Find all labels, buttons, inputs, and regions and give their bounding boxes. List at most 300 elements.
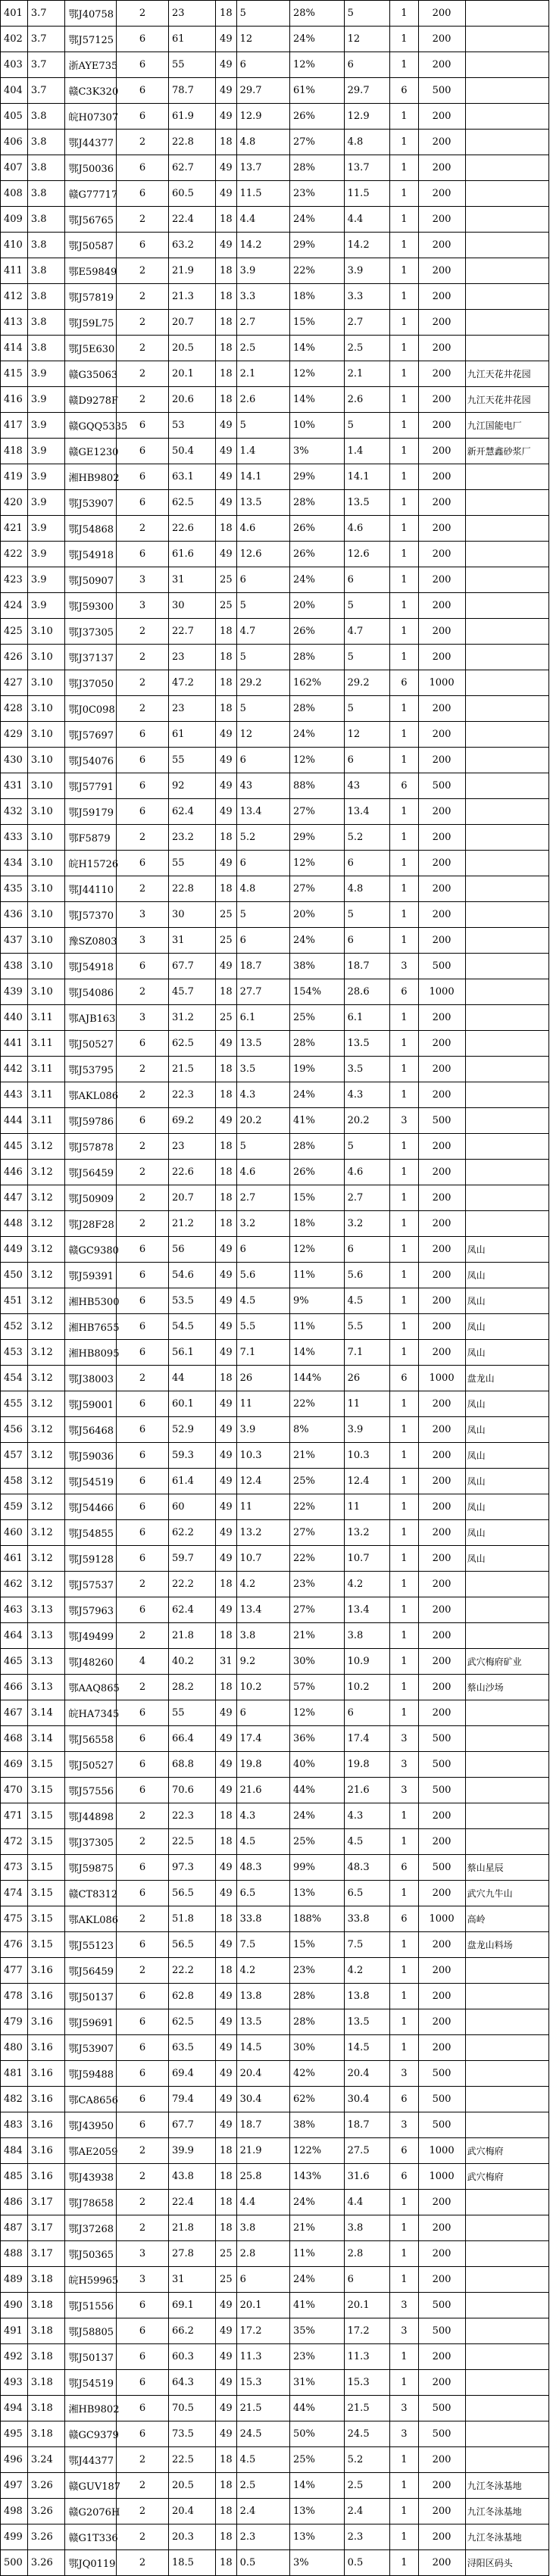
weight-limit-cell: 18 — [216, 696, 237, 722]
table-row — [1, 310, 549, 336]
fine-cell: 200 — [418, 876, 465, 902]
weight-limit-cell: 18 — [216, 2138, 237, 2164]
plate-cell: 鄂J57125 — [65, 27, 117, 52]
assessed-overload-cell: 3.3 — [344, 284, 390, 310]
penalty-points-cell: 1 — [390, 2524, 418, 2550]
source-note-cell — [465, 1082, 548, 1108]
source-note-cell — [465, 1108, 548, 1134]
overload-cell: 10.2 — [236, 1675, 289, 1700]
table-row — [1, 1263, 549, 1288]
axle-count-cell: 6 — [117, 1391, 169, 1417]
assessed-overload-cell: 12.6 — [344, 542, 390, 567]
gross-weight-cell: 20.3 — [168, 2524, 215, 2550]
overload-rate-cell: 50% — [289, 2421, 344, 2447]
row-number-cell: 467 — [1, 1700, 28, 1726]
source-note-cell — [465, 2061, 548, 2087]
gross-weight-cell: 43.8 — [168, 2164, 215, 2190]
axle-count-cell: 6 — [117, 1237, 169, 1263]
weight-limit-cell: 18 — [216, 670, 237, 696]
date-cell: 3.18 — [27, 2370, 65, 2396]
table-row — [1, 1108, 549, 1134]
source-note-cell: 凤山 — [465, 1494, 548, 1520]
table-row — [1, 52, 549, 78]
fine-cell: 500 — [418, 1778, 465, 1803]
overload-rate-cell: 44% — [289, 2396, 344, 2421]
row-number-cell: 441 — [1, 1031, 28, 1057]
overload-cell: 10.7 — [236, 1546, 289, 1572]
assessed-overload-cell: 3.2 — [344, 1211, 390, 1237]
assessed-overload-cell: 6 — [344, 1237, 390, 1263]
date-cell: 3.12 — [27, 1443, 65, 1469]
row-number-cell: 496 — [1, 2447, 28, 2473]
gross-weight-cell: 56 — [168, 1237, 215, 1263]
axle-count-cell: 2 — [117, 387, 169, 413]
penalty-points-cell: 1 — [390, 1057, 418, 1082]
axle-count-cell: 6 — [117, 155, 169, 181]
weight-limit-cell: 25 — [216, 1005, 237, 1031]
fine-cell: 200 — [418, 799, 465, 825]
date-cell: 3.12 — [27, 1520, 65, 1546]
gross-weight-cell: 22.3 — [168, 1082, 215, 1108]
row-number-cell: 481 — [1, 2061, 28, 2087]
row-number-cell: 456 — [1, 1417, 28, 1443]
assessed-overload-cell: 2.4 — [344, 2499, 390, 2524]
axle-count-cell: 6 — [117, 2087, 169, 2112]
overload-cell: 3.5 — [236, 1057, 289, 1082]
table-row — [1, 336, 549, 361]
plate-cell: 鄂J37268 — [65, 2215, 117, 2241]
gross-weight-cell: 69.1 — [168, 2293, 215, 2318]
gross-weight-cell: 56.5 — [168, 1881, 215, 1906]
gross-weight-cell: 59.7 — [168, 1546, 215, 1572]
row-number-cell: 418 — [1, 439, 28, 464]
row-number-cell: 451 — [1, 1288, 28, 1314]
overload-rate-cell: 15% — [289, 310, 344, 336]
fine-cell: 200 — [418, 361, 465, 387]
fine-cell: 200 — [418, 2241, 465, 2267]
overload-cell: 5 — [236, 696, 289, 722]
date-cell: 3.15 — [27, 1778, 65, 1803]
axle-count-cell: 6 — [117, 1031, 169, 1057]
overload-rate-cell: 20% — [289, 902, 344, 928]
overload-cell: 5 — [236, 902, 289, 928]
overload-rate-cell: 15% — [289, 1932, 344, 1958]
gross-weight-cell: 31 — [168, 928, 215, 954]
plate-cell: 浙AYE735 — [65, 52, 117, 78]
plate-cell: 鄂J38003 — [65, 1366, 117, 1391]
weight-limit-cell: 18 — [216, 1366, 237, 1391]
overload-rate-cell: 8% — [289, 1417, 344, 1443]
overload-cell: 14.5 — [236, 2035, 289, 2061]
axle-count-cell: 6 — [117, 1726, 169, 1752]
row-number-cell: 466 — [1, 1675, 28, 1700]
date-cell: 3.9 — [27, 439, 65, 464]
table-row — [1, 1134, 549, 1160]
source-note-cell — [465, 1726, 548, 1752]
overload-cell: 3.9 — [236, 258, 289, 284]
source-note-cell — [465, 258, 548, 284]
assessed-overload-cell: 6 — [344, 1700, 390, 1726]
axle-count-cell: 2 — [117, 1572, 169, 1597]
penalty-points-cell: 1 — [390, 1, 418, 27]
source-note-cell: 凤山 — [465, 1469, 548, 1494]
axle-count-cell: 2 — [117, 825, 169, 851]
source-note-cell — [465, 619, 548, 645]
plate-cell: 鄂J59488 — [65, 2061, 117, 2087]
date-cell: 3.12 — [27, 1494, 65, 1520]
axle-count-cell: 6 — [117, 748, 169, 773]
table-row — [1, 825, 549, 851]
axle-count-cell: 6 — [117, 1778, 169, 1803]
axle-count-cell: 3 — [117, 1005, 169, 1031]
date-cell: 3.10 — [27, 722, 65, 748]
axle-count-cell: 6 — [117, 2370, 169, 2396]
axle-count-cell: 6 — [117, 1263, 169, 1288]
assessed-overload-cell: 17.4 — [344, 1726, 390, 1752]
plate-cell: 鄂J54918 — [65, 542, 117, 567]
overload-cell: 3.3 — [236, 284, 289, 310]
source-note-cell — [465, 902, 548, 928]
assessed-overload-cell: 5 — [344, 593, 390, 619]
fine-cell: 500 — [418, 2061, 465, 2087]
source-note-cell — [465, 928, 548, 954]
date-cell: 3.10 — [27, 645, 65, 670]
gross-weight-cell: 68.8 — [168, 1752, 215, 1778]
gross-weight-cell: 23 — [168, 1, 215, 27]
date-cell: 3.16 — [27, 2087, 65, 2112]
assessed-overload-cell: 28.6 — [344, 979, 390, 1005]
overload-cell: 13.2 — [236, 1520, 289, 1546]
source-note-cell: 九江天花井花园 — [465, 387, 548, 413]
row-number-cell: 453 — [1, 1340, 28, 1366]
table-row — [1, 2447, 549, 2473]
overload-cell: 13.7 — [236, 155, 289, 181]
row-number-cell: 482 — [1, 2087, 28, 2112]
penalty-points-cell: 1 — [390, 1031, 418, 1057]
gross-weight-cell: 62.2 — [168, 1520, 215, 1546]
row-number-cell: 417 — [1, 413, 28, 439]
plate-cell: 鄂J44898 — [65, 1803, 117, 1829]
fine-cell: 200 — [418, 1340, 465, 1366]
date-cell: 3.11 — [27, 1108, 65, 1134]
overload-rate-cell: 14% — [289, 336, 344, 361]
table-row — [1, 748, 549, 773]
fine-cell: 200 — [418, 2344, 465, 2370]
source-note-cell: 蔡山沙场 — [465, 1675, 548, 1700]
table-row — [1, 1, 549, 27]
date-cell: 3.26 — [27, 2550, 65, 2576]
fine-cell: 200 — [418, 593, 465, 619]
assessed-overload-cell: 7.1 — [344, 1340, 390, 1366]
penalty-points-cell: 1 — [390, 516, 418, 542]
weight-limit-cell: 49 — [216, 1494, 237, 1520]
fine-cell: 200 — [418, 1829, 465, 1855]
overload-rate-cell: 24% — [289, 567, 344, 593]
overload-cell: 11 — [236, 1391, 289, 1417]
axle-count-cell: 6 — [117, 2009, 169, 2035]
assessed-overload-cell: 13.2 — [344, 1520, 390, 1546]
overload-rate-cell: 42% — [289, 2061, 344, 2087]
fine-cell: 200 — [418, 1134, 465, 1160]
source-note-cell — [465, 490, 548, 516]
weight-limit-cell: 49 — [216, 851, 237, 876]
table-row — [1, 1211, 549, 1237]
fine-cell: 200 — [418, 1597, 465, 1623]
table-row — [1, 2293, 549, 2318]
date-cell: 3.13 — [27, 1623, 65, 1649]
plate-cell: 鄂F5879 — [65, 825, 117, 851]
date-cell: 3.8 — [27, 336, 65, 361]
date-cell: 3.9 — [27, 567, 65, 593]
date-cell: 3.8 — [27, 310, 65, 336]
table-row — [1, 2550, 549, 2576]
overload-cell: 6 — [236, 928, 289, 954]
fine-cell: 200 — [418, 207, 465, 233]
axle-count-cell: 2 — [117, 1160, 169, 1185]
plate-cell: 鄂J50527 — [65, 1031, 117, 1057]
row-number-cell: 435 — [1, 876, 28, 902]
overload-rate-cell: 3% — [289, 439, 344, 464]
plate-cell: 鄂J0C098 — [65, 696, 117, 722]
plate-cell: 鄂J50036 — [65, 155, 117, 181]
overload-cell: 13.4 — [236, 1597, 289, 1623]
source-note-cell — [465, 1057, 548, 1082]
source-note-cell: 武穴梅府矿业 — [465, 1649, 548, 1675]
source-note-cell: 武穴梅府 — [465, 2138, 548, 2164]
plate-cell: 鄂J37305 — [65, 1829, 117, 1855]
assessed-overload-cell: 5.2 — [344, 2447, 390, 2473]
overload-cell: 5.6 — [236, 1263, 289, 1288]
source-note-cell: 武穴梅府 — [465, 2164, 548, 2190]
assessed-overload-cell: 6 — [344, 52, 390, 78]
fine-cell: 200 — [418, 1288, 465, 1314]
penalty-points-cell: 1 — [390, 799, 418, 825]
source-note-cell — [465, 2447, 548, 2473]
overload-rate-cell: 27% — [289, 799, 344, 825]
weight-limit-cell: 49 — [216, 748, 237, 773]
penalty-points-cell: 6 — [390, 1366, 418, 1391]
table-row — [1, 1288, 549, 1314]
plate-cell: 湘HB7655 — [65, 1314, 117, 1340]
row-number-cell: 465 — [1, 1649, 28, 1675]
penalty-points-cell: 1 — [390, 310, 418, 336]
overload-rate-cell: 27% — [289, 876, 344, 902]
penalty-points-cell: 1 — [390, 439, 418, 464]
source-note-cell — [465, 2035, 548, 2061]
fine-cell: 200 — [418, 1443, 465, 1469]
table-row — [1, 1366, 549, 1391]
weight-limit-cell: 18 — [216, 2190, 237, 2215]
table-row — [1, 1778, 549, 1803]
source-note-cell — [465, 52, 548, 78]
penalty-points-cell: 6 — [390, 2138, 418, 2164]
axle-count-cell: 2 — [117, 1803, 169, 1829]
source-note-cell: 凤山 — [465, 1340, 548, 1366]
weight-limit-cell: 49 — [216, 722, 237, 748]
assessed-overload-cell: 4.8 — [344, 130, 390, 155]
overload-rate-cell: 26% — [289, 516, 344, 542]
weight-limit-cell: 49 — [216, 2035, 237, 2061]
row-number-cell: 437 — [1, 928, 28, 954]
assessed-overload-cell: 20.2 — [344, 1108, 390, 1134]
fine-cell: 200 — [418, 1675, 465, 1700]
table-row — [1, 233, 549, 258]
row-number-cell: 446 — [1, 1160, 28, 1185]
overload-rate-cell: 26% — [289, 619, 344, 645]
row-number-cell: 407 — [1, 155, 28, 181]
gross-weight-cell: 31 — [168, 567, 215, 593]
overload-rate-cell: 26% — [289, 104, 344, 130]
weight-limit-cell: 18 — [216, 645, 237, 670]
overload-rate-cell: 40% — [289, 1752, 344, 1778]
plate-cell: 鄂J54076 — [65, 748, 117, 773]
overload-cell: 3.8 — [236, 2215, 289, 2241]
overload-cell: 5 — [236, 593, 289, 619]
plate-cell: 鄂J37305 — [65, 619, 117, 645]
gross-weight-cell: 31 — [168, 2267, 215, 2293]
overload-cell: 4.2 — [236, 1572, 289, 1597]
weight-limit-cell: 18 — [216, 619, 237, 645]
table-row — [1, 258, 549, 284]
table-row — [1, 979, 549, 1005]
gross-weight-cell: 22.4 — [168, 207, 215, 233]
fine-cell: 200 — [418, 1520, 465, 1546]
gross-weight-cell: 73.5 — [168, 2421, 215, 2447]
table-row — [1, 876, 549, 902]
assessed-overload-cell: 3.8 — [344, 1623, 390, 1649]
gross-weight-cell: 22.5 — [168, 2447, 215, 2473]
row-number-cell: 495 — [1, 2421, 28, 2447]
source-note-cell: 凤山 — [465, 1443, 548, 1469]
weight-limit-cell: 18 — [216, 1803, 237, 1829]
gross-weight-cell: 62.4 — [168, 799, 215, 825]
gross-weight-cell: 62.8 — [168, 1984, 215, 2009]
overload-rate-cell: 25% — [289, 1005, 344, 1031]
gross-weight-cell: 20.5 — [168, 2473, 215, 2499]
assessed-overload-cell: 14.5 — [344, 2035, 390, 2061]
overload-cell: 29.2 — [236, 670, 289, 696]
weight-limit-cell: 25 — [216, 2241, 237, 2267]
overload-cell: 3.9 — [236, 1417, 289, 1443]
weight-limit-cell: 49 — [216, 1726, 237, 1752]
overload-rate-cell: 154% — [289, 979, 344, 1005]
gross-weight-cell: 69.4 — [168, 2061, 215, 2087]
assessed-overload-cell: 12 — [344, 722, 390, 748]
source-note-cell — [465, 1829, 548, 1855]
overload-rate-cell: 22% — [289, 1546, 344, 1572]
row-number-cell: 464 — [1, 1623, 28, 1649]
table-body — [1, 1, 549, 2576]
penalty-points-cell: 6 — [390, 78, 418, 104]
assessed-overload-cell: 21.6 — [344, 1778, 390, 1803]
weight-limit-cell: 18 — [216, 361, 237, 387]
plate-cell: 鄂J50137 — [65, 2344, 117, 2370]
source-note-cell — [465, 130, 548, 155]
overload-cell: 18.7 — [236, 954, 289, 979]
row-number-cell: 434 — [1, 851, 28, 876]
penalty-points-cell: 3 — [390, 2061, 418, 2087]
row-number-cell: 473 — [1, 1855, 28, 1881]
table-row — [1, 2215, 549, 2241]
table-row — [1, 1185, 549, 1211]
fine-cell: 200 — [418, 1881, 465, 1906]
source-note-cell — [465, 2241, 548, 2267]
date-cell: 3.8 — [27, 104, 65, 130]
date-cell: 3.7 — [27, 78, 65, 104]
weight-limit-cell: 25 — [216, 567, 237, 593]
gross-weight-cell: 54.5 — [168, 1314, 215, 1340]
fine-cell: 200 — [418, 645, 465, 670]
row-number-cell: 500 — [1, 2550, 28, 2576]
gross-weight-cell: 23 — [168, 1134, 215, 1160]
overload-cell: 13.5 — [236, 1031, 289, 1057]
overload-rate-cell: 30% — [289, 1649, 344, 1675]
fine-cell: 200 — [418, 1494, 465, 1520]
overload-cell: 43 — [236, 773, 289, 799]
weight-limit-cell: 18 — [216, 1211, 237, 1237]
overload-rate-cell: 35% — [289, 2318, 344, 2344]
penalty-points-cell: 1 — [390, 2499, 418, 2524]
penalty-points-cell: 1 — [390, 2473, 418, 2499]
table-row — [1, 439, 549, 464]
penalty-points-cell: 3 — [390, 2421, 418, 2447]
plate-cell: 鄂J59300 — [65, 593, 117, 619]
table-row — [1, 2318, 549, 2344]
source-note-cell — [465, 2370, 548, 2396]
date-cell: 3.12 — [27, 1572, 65, 1597]
source-note-cell — [465, 155, 548, 181]
overload-rate-cell: 23% — [289, 181, 344, 207]
overload-cell: 21.6 — [236, 1778, 289, 1803]
table-row — [1, 1443, 549, 1469]
source-note-cell — [465, 2344, 548, 2370]
gross-weight-cell: 51.8 — [168, 1906, 215, 1932]
penalty-points-cell: 1 — [390, 722, 418, 748]
axle-count-cell: 6 — [117, 27, 169, 52]
gross-weight-cell: 22.5 — [168, 1829, 215, 1855]
penalty-points-cell: 1 — [390, 1391, 418, 1417]
row-number-cell: 488 — [1, 2241, 28, 2267]
fine-cell: 200 — [418, 928, 465, 954]
table-row — [1, 1031, 549, 1057]
overload-cell: 2.7 — [236, 310, 289, 336]
plate-cell: 鄂J50587 — [65, 233, 117, 258]
source-note-cell — [465, 1958, 548, 1984]
weight-limit-cell: 49 — [216, 181, 237, 207]
axle-count-cell: 2 — [117, 1958, 169, 1984]
axle-count-cell: 2 — [117, 336, 169, 361]
penalty-points-cell: 1 — [390, 1881, 418, 1906]
plate-cell: 湘HB9802 — [65, 464, 117, 490]
gross-weight-cell: 20.1 — [168, 361, 215, 387]
overload-rate-cell: 41% — [289, 2293, 344, 2318]
date-cell: 3.10 — [27, 773, 65, 799]
date-cell: 3.13 — [27, 1597, 65, 1623]
penalty-points-cell: 1 — [390, 1803, 418, 1829]
plate-cell: 鄂J37050 — [65, 670, 117, 696]
date-cell: 3.8 — [27, 258, 65, 284]
date-cell: 3.15 — [27, 1906, 65, 1932]
source-note-cell — [465, 2318, 548, 2344]
assessed-overload-cell: 11.3 — [344, 2344, 390, 2370]
assessed-overload-cell: 7.5 — [344, 1932, 390, 1958]
axle-count-cell: 2 — [117, 361, 169, 387]
overload-cell: 13.5 — [236, 490, 289, 516]
weight-limit-cell: 49 — [216, 2061, 237, 2087]
date-cell: 3.13 — [27, 1675, 65, 1700]
date-cell: 3.11 — [27, 1031, 65, 1057]
assessed-overload-cell: 6.5 — [344, 1881, 390, 1906]
